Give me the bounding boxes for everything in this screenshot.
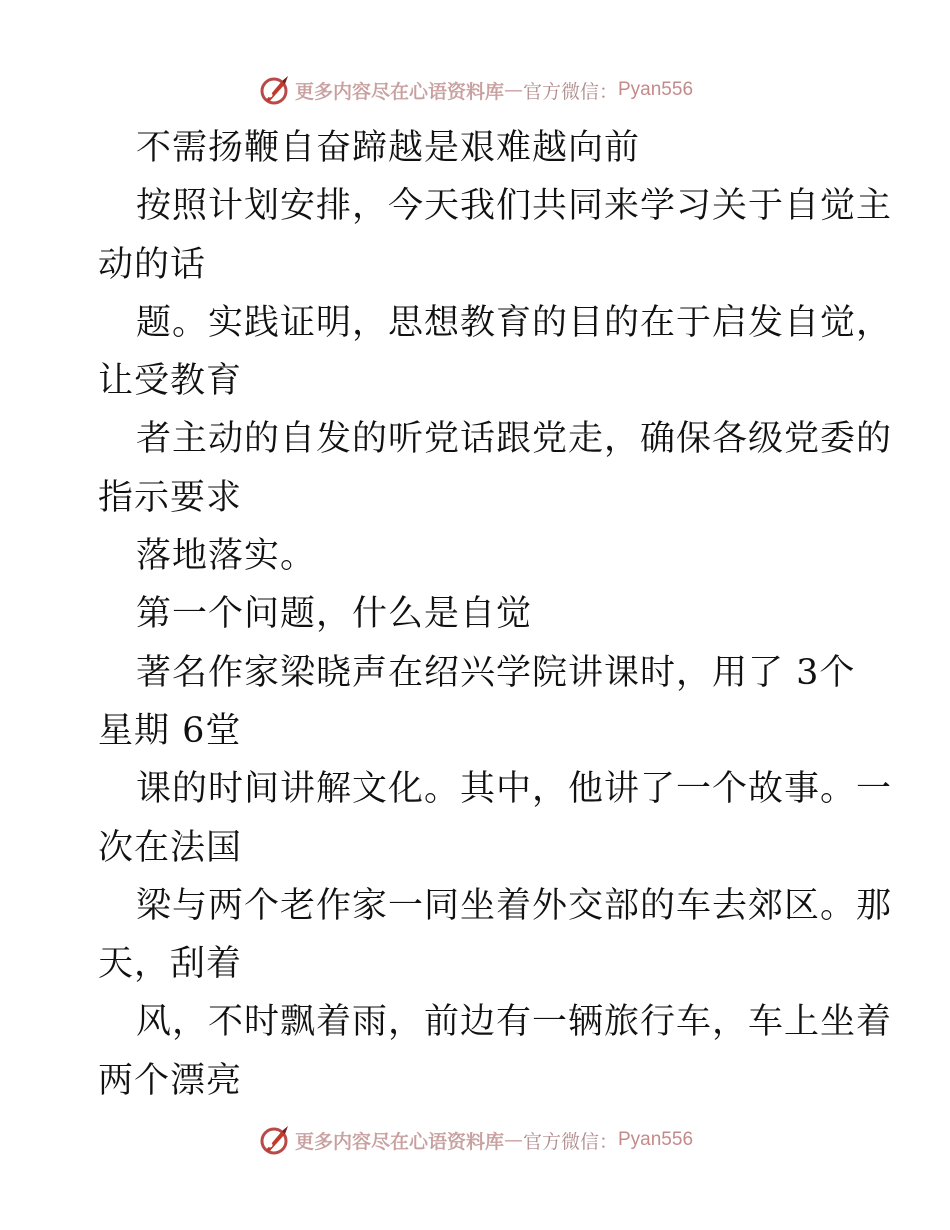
text-line: 第一个问题，什么是自觉 (136, 594, 533, 635)
footer-wechat-id: Pyan556 (618, 1129, 694, 1150)
header-wechat-id: Pyan556 (618, 79, 694, 100)
header-wechat-label: 官方微信： (522, 80, 618, 103)
feather-pen-logo-icon (257, 73, 291, 107)
text-line: 不需扬鞭自奋蹄越是艰难越向前 (136, 128, 641, 168)
feather-pen-logo-icon (257, 1123, 291, 1157)
text-line: 按照计划安排，今天我们共同来学习关于自觉主 (136, 186, 893, 227)
text-line: 两个漂亮 (98, 1060, 243, 1101)
footer-wechat-label: 官方微信： (522, 1130, 618, 1153)
document-body (98, 119, 893, 1110)
footer-watermark (0, 1120, 950, 1160)
footer-watermark-text: 更多内容尽在心语资料库 (294, 1130, 504, 1153)
text-line: 梁与两个老作家一同坐着外交部的车去郊区。那 (136, 885, 893, 926)
header-watermark-text: 更多内容尽在心语资料库 (294, 80, 504, 103)
text-line: 次在法国 (98, 827, 243, 868)
footer-watermark-separator: — (503, 1129, 523, 1151)
text-line: 者主动的自发的听党话跟党走，确保各级党委的 (136, 419, 893, 460)
text-line: 课的时间讲解文化。其中，他讲了一个故事。一 (136, 769, 893, 810)
text-line: 天，刮着 (98, 944, 243, 985)
text-line: 风，不时飘着雨，前边有一辆旅行车，车上坐着 (136, 1002, 893, 1043)
text-line: 落地落实。 (136, 536, 317, 577)
text-line: 题。实践证明，思想教育的目的在于启发自觉， (136, 302, 893, 343)
text-line: 让受教育 (98, 361, 243, 402)
header-watermark (0, 70, 950, 110)
header-watermark-separator: — (503, 79, 523, 101)
text-line: 动的话 (98, 244, 207, 285)
text-line: 指示要求 (98, 477, 243, 518)
text-line: 星期 6堂 (98, 710, 242, 751)
text-line: 著名作家梁晓声在绍兴学院讲课时，用了 3个 (136, 652, 856, 693)
